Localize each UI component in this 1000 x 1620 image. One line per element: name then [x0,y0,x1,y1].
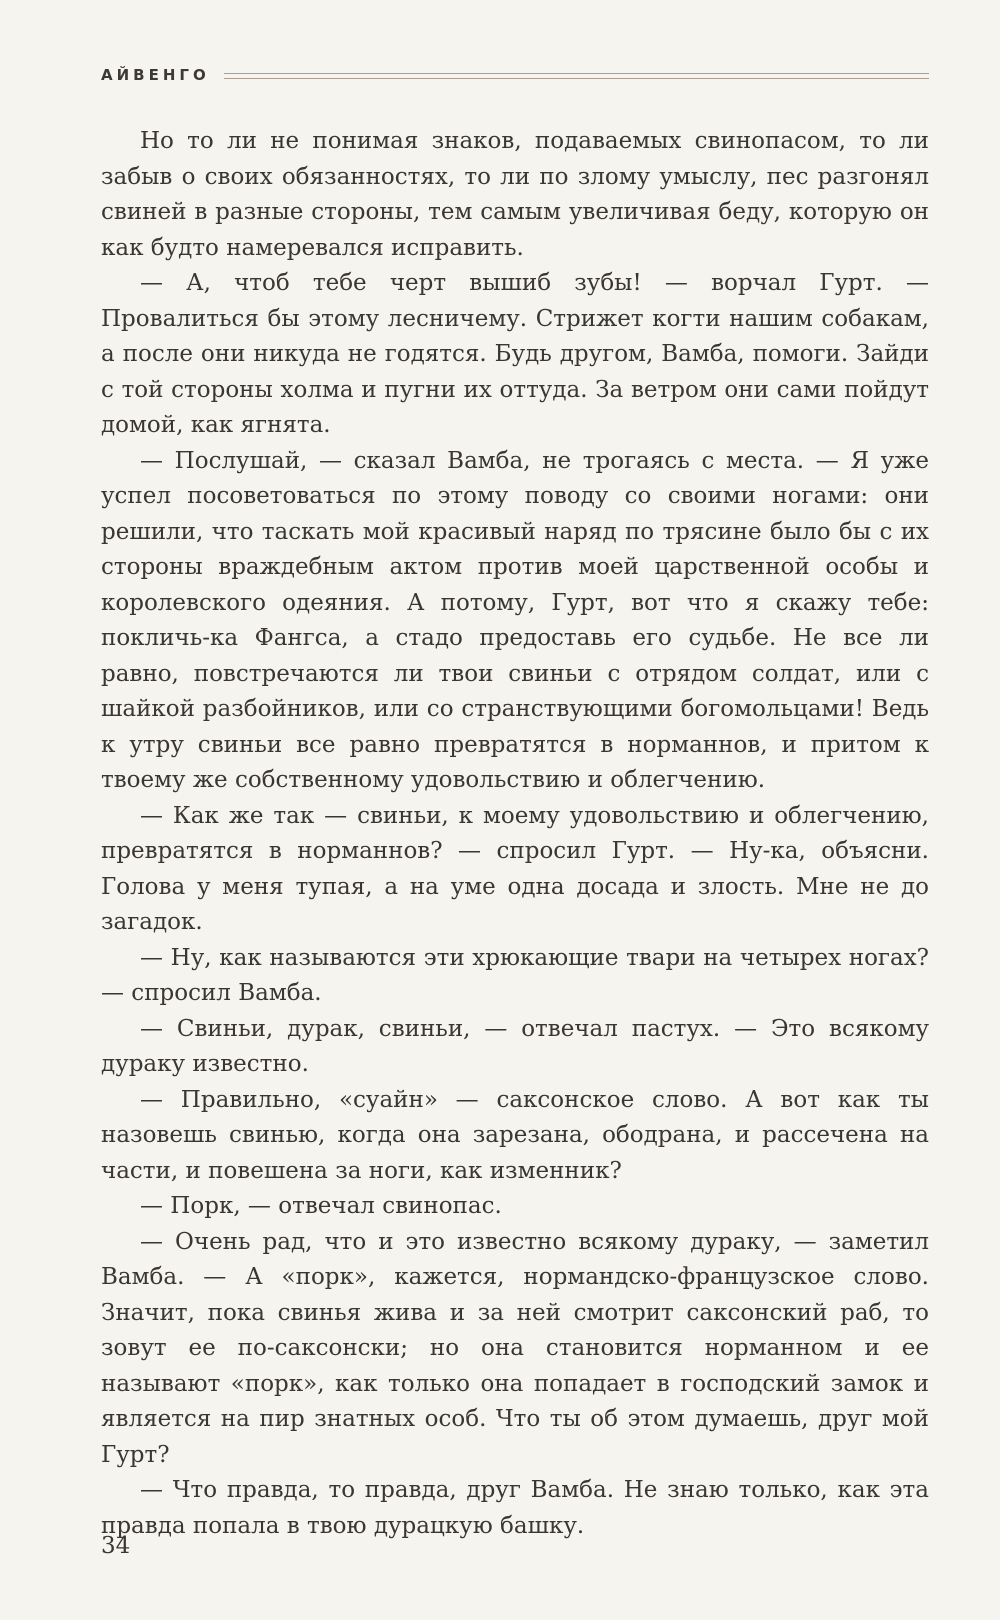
running-head [101,60,929,90]
paragraph: — Послушай, — сказал Вамба, не трогаясь с места. — Я уже успел посоветоваться по этому поводу со своими ногами: они решили, что таскать мой красивый наряд по трясине было бы с их стороны враждебным актом против моей царственной особы и королевского одеяния. А потому, Гурт, вот что я скажу тебе: покличь-ка Фангса, а стадо предоставь его судьбе. Не все ли равно, повстречаются ли твои свиньи с отрядом солдат, или с шайкой разбойников, или со странствующими богомольцами! Ведь к утру свиньи все равно превратятся в норманнов, и притом к твоему же собственному удовольствию и облегчению. [101,447,929,793]
paragraph: Но то ли не понимая знаков, подаваемых свинопасом, то ли забыв о своих обязанностях, то ли по злому умыслу, пес разгонял свиней в разные стороны, тем самым увеличивая беду, которую он как будто намеревался исправить. [101,128,929,261]
paragraph: — Как же так — свиньи, к моему удовольствию и облегчению, превратятся в норманнов? — спросил Гурт. — Ну-ка, объясни. Голова у меня тупая, а на уме одна досада и злость. Мне не до загадок. [101,802,929,935]
paragraph: — Очень рад, что и это известно всякому дураку, — заметил Вамба. — А «порк», кажется, нормандско-французское слово. Значит, пока свинья жива и за ней смотрит саксонский раб, то зовут ее по-саксонски; но она становится норманном и ее называют «порк», как только она попадает в господский замок и является на пир знатных особ. Что ты об этом думаешь, друг мой Гурт? [101,1228,929,1468]
paragraph: — Правильно, «суайн» — саксонское слово. А вот как ты назовешь свинью, когда она зарезана, ободрана, и рассечена на части, и повешена за ноги, как изменник? [101,1086,929,1184]
page-number: 34 [101,1533,131,1559]
paragraph: — А, чтоб тебе черт вышиб зубы! — ворчал Гурт. — Провалиться бы этому лесничему. Стрижет когти нашим собакам, а после они никуда не годятся. Будь другом, Вамба, помоги. Зайди с той стороны холма и пугни их оттуда. За ветром они сами пойдут домой, как ягнята. [101,270,929,438]
paragraph: — Ну, как называются эти хрюкающие твари на четырех ногах? — спросил Вамба. [101,944,929,1006]
header-rule [224,73,929,79]
paragraph: — Что правда, то правда, друг Вамба. Не знаю только, как эта правда попала в твою дурацкую башку. [101,1477,929,1539]
body-text [101,124,929,1544]
running-title: АЙВЕНГО [101,66,210,84]
paragraph: — Свиньи, дурак, свиньи, — отвечал пастух. — Это всякому дураку известно. [101,1015,929,1077]
paragraph: — Порк, — отвечал свинопас. [140,1193,502,1219]
